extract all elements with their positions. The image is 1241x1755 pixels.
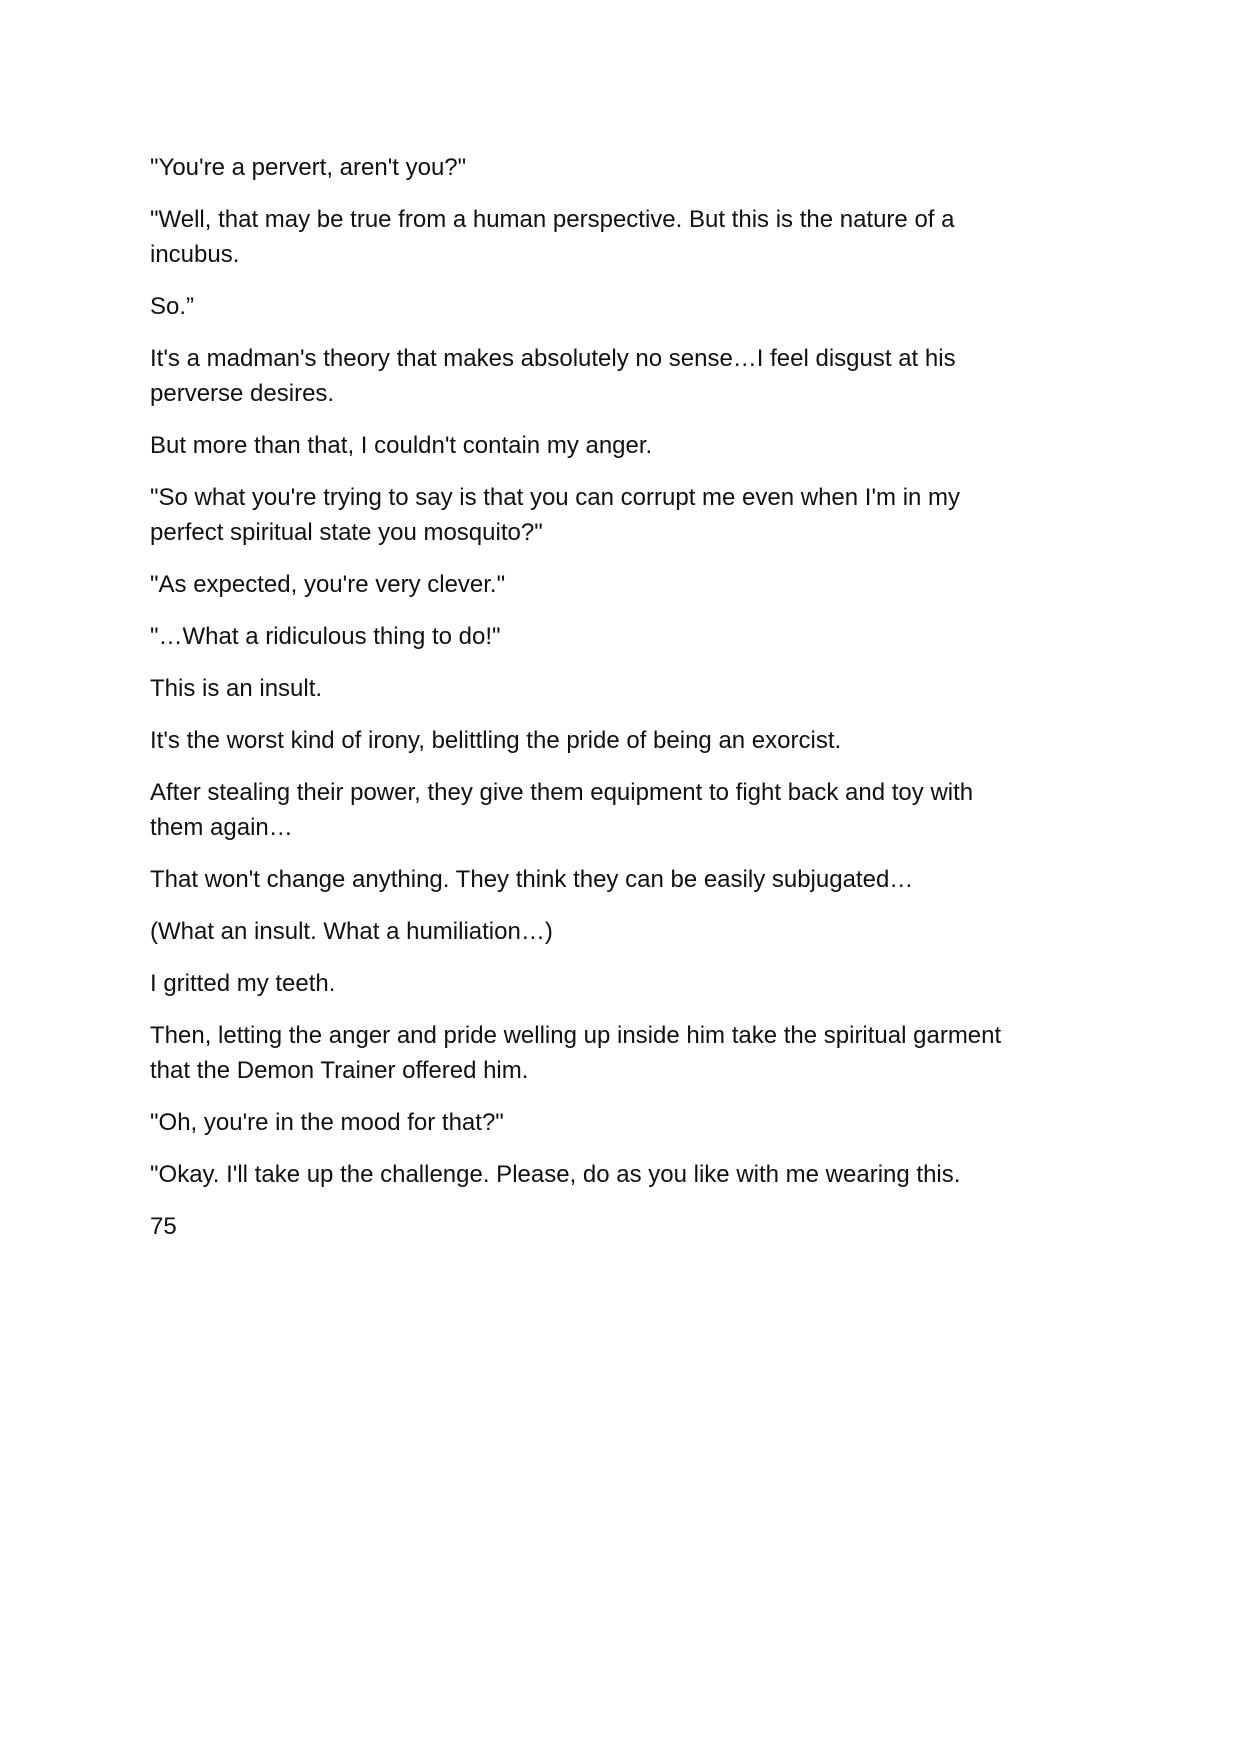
text-line: But more than that, I couldn't contain my anger. xyxy=(150,432,653,459)
text-line: incubus. xyxy=(150,241,240,268)
text-line: "So what you're trying to say is that you can corrupt me even when I'm in my xyxy=(150,484,961,511)
text-line: This is an insult. xyxy=(150,675,323,702)
paragraph-9 xyxy=(150,671,1090,706)
text-line: "You're a pervert, aren't you?" xyxy=(150,154,467,181)
paragraph-3 xyxy=(150,289,1090,324)
paragraph-7 xyxy=(150,567,1090,602)
body-text xyxy=(150,150,1090,1244)
text-line: I gritted my teeth. xyxy=(150,970,336,997)
text-line: perverse desires. xyxy=(150,380,335,407)
paragraph-12 xyxy=(150,862,1090,897)
page-number: 75 xyxy=(150,1213,177,1240)
text-line: that the Demon Trainer offered him. xyxy=(150,1057,529,1084)
text-line: So.” xyxy=(150,293,195,320)
text-line: "Okay. I'll take up the challenge. Please, do as you like with me wearing this. xyxy=(150,1161,961,1188)
text-line: "…What a ridiculous thing to do!" xyxy=(150,623,501,650)
paragraph-8 xyxy=(150,619,1090,654)
paragraph-10 xyxy=(150,723,1090,758)
paragraph-11 xyxy=(150,775,1090,845)
text-line: perfect spiritual state you mosquito?" xyxy=(150,519,543,546)
text-line: It's a madman's theory that makes absolutely no sense…I feel disgust at his xyxy=(150,345,956,372)
paragraph-17 xyxy=(150,1157,1090,1192)
text-line: "As expected, you're very clever." xyxy=(150,571,506,598)
text-line: "Oh, you're in the mood for that?" xyxy=(150,1109,504,1136)
text-line: (What an insult. What a humiliation…) xyxy=(150,918,553,945)
paragraph-2 xyxy=(150,202,1090,272)
paragraph-15 xyxy=(150,1018,1090,1088)
paragraph-5 xyxy=(150,428,1090,463)
paragraph-1 xyxy=(150,150,1090,185)
text-line: "Well, that may be true from a human perspective. But this is the nature of a xyxy=(150,206,955,233)
paragraph-13 xyxy=(150,914,1090,949)
paragraph-4 xyxy=(150,341,1090,411)
text-line: After stealing their power, they give them equipment to fight back and toy with xyxy=(150,779,974,806)
text-line: them again… xyxy=(150,814,293,841)
text-line: That won't change anything. They think they can be easily subjugated… xyxy=(150,866,914,893)
text-line: Then, letting the anger and pride welling up inside him take the spiritual garment xyxy=(150,1022,1002,1049)
paragraph-14 xyxy=(150,966,1090,1001)
text-line: It's the worst kind of irony, belittling the pride of being an exorcist. xyxy=(150,727,842,754)
paragraph-16 xyxy=(150,1105,1090,1140)
paragraph-6 xyxy=(150,480,1090,550)
